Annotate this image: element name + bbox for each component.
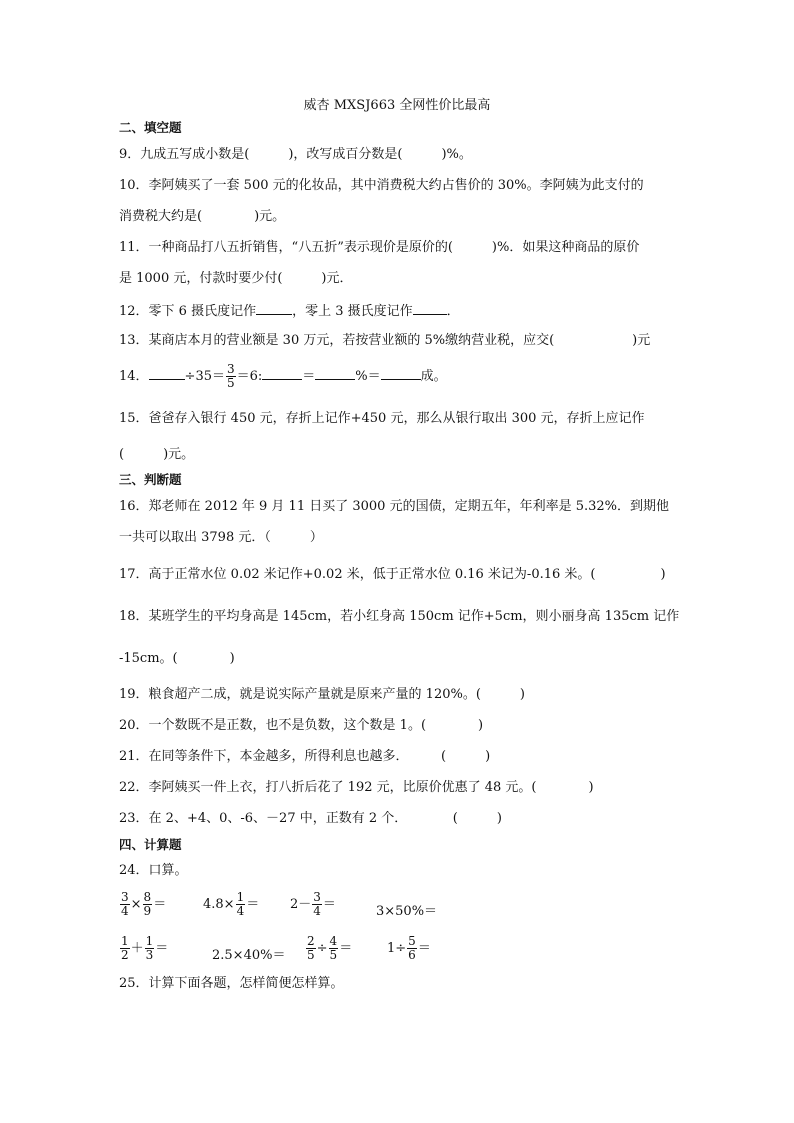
question-18-line-1: 18．某班学生的平均身高是 145cm，若小红身高 150cm 记作+5cm，则小丽身高 135cm 记作 bbox=[119, 609, 680, 624]
equals-sign: ＝ bbox=[246, 897, 260, 912]
fraction bbox=[145, 935, 155, 962]
expression-text: 4.8× bbox=[203, 897, 235, 912]
question-10-line-1: 10．李阿姨买了一套 500 元的化妆品，其中消费税大约占售价的 30%。李阿姨为此支付的 bbox=[119, 178, 644, 193]
denominator: 4 bbox=[236, 904, 245, 918]
calc-expression-6: 2.5×40%＝ bbox=[212, 948, 286, 963]
expression-text: 1÷ bbox=[387, 941, 407, 956]
denominator: 5 bbox=[307, 948, 315, 962]
calc-expression-3 bbox=[290, 891, 336, 918]
question-19: 19．粮食超产二成，就是说实际产量就是原来产量的 120%。( ) bbox=[119, 687, 525, 702]
numerator: 3 bbox=[313, 890, 321, 904]
denominator: 9 bbox=[143, 904, 152, 918]
calc-expression-2 bbox=[203, 891, 259, 918]
fraction bbox=[120, 935, 130, 962]
equals-sign: ＝ bbox=[322, 897, 336, 912]
q14-part-c: ＝6: bbox=[236, 369, 263, 384]
page-header: 威杏 MXSJ663 全网性价比最高 bbox=[303, 98, 491, 113]
fraction bbox=[306, 935, 316, 962]
operator: ＋ bbox=[130, 941, 144, 956]
question-13: 13．某商店本月的营业额是 30 万元，若按营业额的 5%缴纳营业税，应交( )元 bbox=[119, 333, 651, 348]
q14-part-e: %＝ bbox=[355, 369, 381, 384]
numerator: 3 bbox=[226, 362, 235, 376]
numerator: 3 bbox=[121, 890, 129, 904]
question-12 bbox=[119, 302, 460, 320]
denominator: 2 bbox=[121, 948, 129, 962]
question-16-line-1: 16．郑老师在 2012 年 9 月 11 日买了 3000 元的国债，定期五年，年利率是 5.32%．到期他 bbox=[119, 499, 670, 514]
denominator: 4 bbox=[313, 904, 321, 918]
equals-sign: ＝ bbox=[339, 941, 353, 956]
question-10-line-2: 消费税大约是( )元。 bbox=[119, 209, 286, 224]
question-20: 20．一个数既不是正数，也不是负数，这个数是 1。( ) bbox=[119, 718, 484, 733]
question-15-line-2: ( )元。 bbox=[119, 447, 195, 462]
fraction bbox=[236, 891, 246, 918]
equals-sign: ＝ bbox=[417, 941, 431, 956]
question-23: 23．在 2、+4、0、-6、－27 中，正数有 2 个． ( ) bbox=[119, 811, 502, 826]
denominator: 5 bbox=[329, 948, 338, 962]
q14-part-d: ＝ bbox=[302, 369, 316, 384]
answer-blank[interactable] bbox=[262, 367, 302, 380]
numerator: 5 bbox=[408, 934, 416, 948]
question-24: 24．口算。 bbox=[119, 863, 188, 878]
answer-blank[interactable] bbox=[256, 302, 292, 315]
section-title-calc: 四、计算题 bbox=[119, 837, 182, 852]
fraction bbox=[226, 363, 236, 390]
equals-sign: ＝ bbox=[155, 941, 169, 956]
numerator: 1 bbox=[236, 890, 245, 904]
question-14 bbox=[119, 362, 447, 392]
q14-part-b: ÷35＝ bbox=[184, 369, 225, 384]
question-18-line-2: -15cm。( ) bbox=[119, 651, 235, 666]
question-11-line-1: 11．一种商品打八五折销售，“八五折”表示现价是原价的( )%．如果这种商品的原价 bbox=[119, 240, 640, 255]
denominator: 4 bbox=[121, 904, 129, 918]
numerator: 1 bbox=[121, 934, 129, 948]
numerator: 8 bbox=[143, 890, 152, 904]
answer-blank[interactable] bbox=[413, 302, 447, 315]
denominator: 6 bbox=[408, 948, 416, 962]
question-22: 22．李阿姨买一件上衣，打八折后花了 192 元，比原价优惠了 48 元。( ) bbox=[119, 780, 594, 795]
answer-blank[interactable] bbox=[381, 367, 421, 380]
calc-expression-7 bbox=[305, 935, 352, 962]
numerator: 4 bbox=[329, 934, 338, 948]
question-17: 17．高于正常水位 0.02 米记作+0.02 米，低于正常水位 0.16 米记为-0.16 米。( ) bbox=[119, 567, 666, 582]
numerator: 1 bbox=[145, 934, 154, 948]
operator: ÷ bbox=[316, 941, 328, 956]
question-16-line-2: 一共可以取出 3798 元．（ ） bbox=[119, 530, 323, 545]
denominator: 3 bbox=[145, 948, 154, 962]
question-25: 25．计算下面各题，怎样简便怎样算。 bbox=[119, 976, 344, 991]
question-11-line-2: 是 1000 元，付款时要少付( )元． bbox=[119, 271, 353, 286]
operator: × bbox=[130, 897, 142, 912]
calc-expression-8 bbox=[387, 935, 431, 962]
q12-part-c: ． bbox=[446, 304, 460, 319]
fraction bbox=[329, 935, 339, 962]
q14-number: 14． bbox=[119, 369, 149, 384]
expression-text: 2－ bbox=[290, 897, 312, 912]
calc-expression-1 bbox=[119, 891, 166, 918]
section-title-fill: 二、填空题 bbox=[119, 120, 182, 135]
q12-part-a: 12．零下 6 摄氏度记作 bbox=[119, 304, 257, 319]
question-15-line-1: 15．爸爸存入银行 450 元，存折上记作+450 元，那么从银行取出 300 元，存折上应记作 bbox=[119, 411, 645, 426]
answer-blank[interactable] bbox=[315, 367, 355, 380]
denominator: 5 bbox=[226, 376, 235, 390]
section-title-judge: 三、判断题 bbox=[119, 472, 182, 487]
answer-blank[interactable] bbox=[149, 367, 185, 380]
fraction bbox=[312, 891, 322, 918]
numerator: 2 bbox=[307, 934, 315, 948]
calc-expression-5 bbox=[119, 935, 168, 962]
question-21: 21．在同等条件下，本金越多，所得利息也越多． ( ) bbox=[119, 749, 491, 764]
calc-expression-4: 3×50%＝ bbox=[376, 904, 438, 919]
fraction bbox=[407, 935, 417, 962]
fraction bbox=[120, 891, 130, 918]
fraction bbox=[143, 891, 153, 918]
q12-part-b: ，零上 3 摄氏度记作 bbox=[292, 304, 413, 319]
equals-sign: ＝ bbox=[153, 897, 167, 912]
q14-part-f: 成。 bbox=[420, 369, 447, 384]
question-9: 9．九成五写成小数是( )，改写成百分数是( )%。 bbox=[119, 147, 472, 162]
